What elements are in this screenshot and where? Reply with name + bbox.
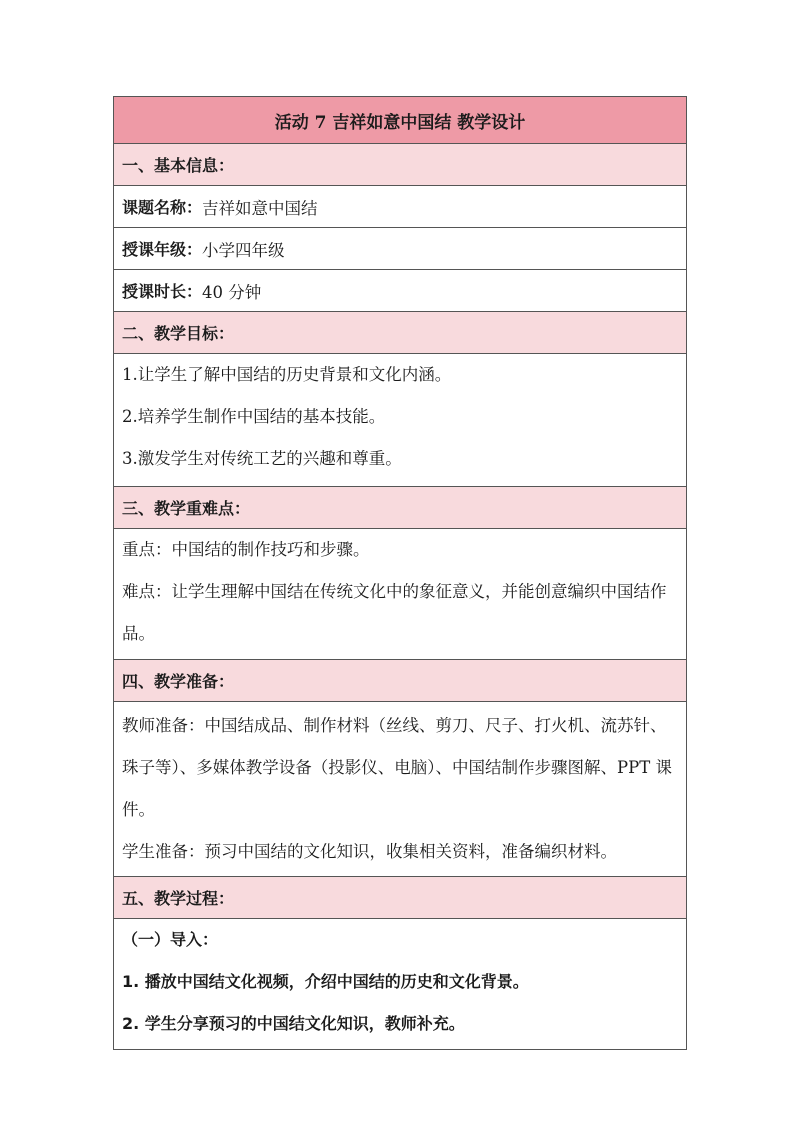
key-points-block: [114, 528, 686, 659]
duration-label: 授课时长：: [122, 282, 203, 301]
process-step: 2. 学生分享预习的中国结文化知识，教师补充。: [122, 1014, 465, 1033]
objectives-block: [114, 353, 686, 486]
difficult-point-text: 难点：让学生理解中国结在传统文化中的象征意义，并能创意编织中国结作品。: [122, 582, 667, 643]
section-heading: 五、教学过程：: [122, 889, 235, 908]
grade-row: [114, 227, 686, 269]
section-heading: 四、教学准备：: [122, 672, 235, 691]
process-block: [114, 918, 686, 1049]
process-subheading: （一）导入：: [122, 930, 219, 949]
grade-value: 小学四年级: [202, 240, 285, 260]
lesson-plan-table: [113, 96, 687, 1050]
section-process-heading: [114, 876, 686, 918]
table-title: 活动 7 吉祥如意中国结 教学设计: [274, 112, 526, 133]
grade-label: 授课年级：: [122, 240, 203, 259]
section-heading: 三、教学重难点：: [122, 499, 251, 518]
student-preparation-text: 学生准备：预习中国结的文化知识，收集相关资料，准备编织材料。: [122, 842, 617, 861]
process-step: 1. 播放中国结文化视频，介绍中国结的历史和文化背景。: [122, 972, 529, 991]
objective-item: 2.培养学生制作中国结的基本技能。: [122, 407, 386, 426]
objective-item: 1.让学生了解中国结的历史背景和文化内涵。: [122, 365, 452, 384]
section-preparation-heading: [114, 659, 686, 701]
duration-value: 40 分钟: [202, 282, 262, 302]
topic-value: 吉祥如意中国结: [202, 198, 318, 218]
section-key-points-heading: [114, 486, 686, 528]
topic-label: 课题名称：: [122, 198, 203, 217]
section-heading: 二、教学目标：: [122, 324, 235, 343]
duration-row: [114, 269, 686, 311]
topic-row: [114, 185, 686, 227]
preparation-block: [114, 701, 686, 876]
section-heading: 一、基本信息：: [122, 156, 235, 175]
section-objectives-heading: [114, 311, 686, 353]
key-point-text: 重点：中国结的制作技巧和步骤。: [122, 540, 370, 559]
objective-item: 3.激发学生对传统工艺的兴趣和尊重。: [122, 449, 402, 468]
teacher-preparation-text: 教师准备：中国结成品、制作材料（丝线、剪刀、尺子、打火机、流苏针、珠子等）、多媒体教学设备（投影仪、电脑）、中国结制作步骤图解、PPT 课件。: [122, 716, 672, 819]
table-title-row: [114, 97, 686, 143]
section-basic-info-heading: [114, 143, 686, 185]
